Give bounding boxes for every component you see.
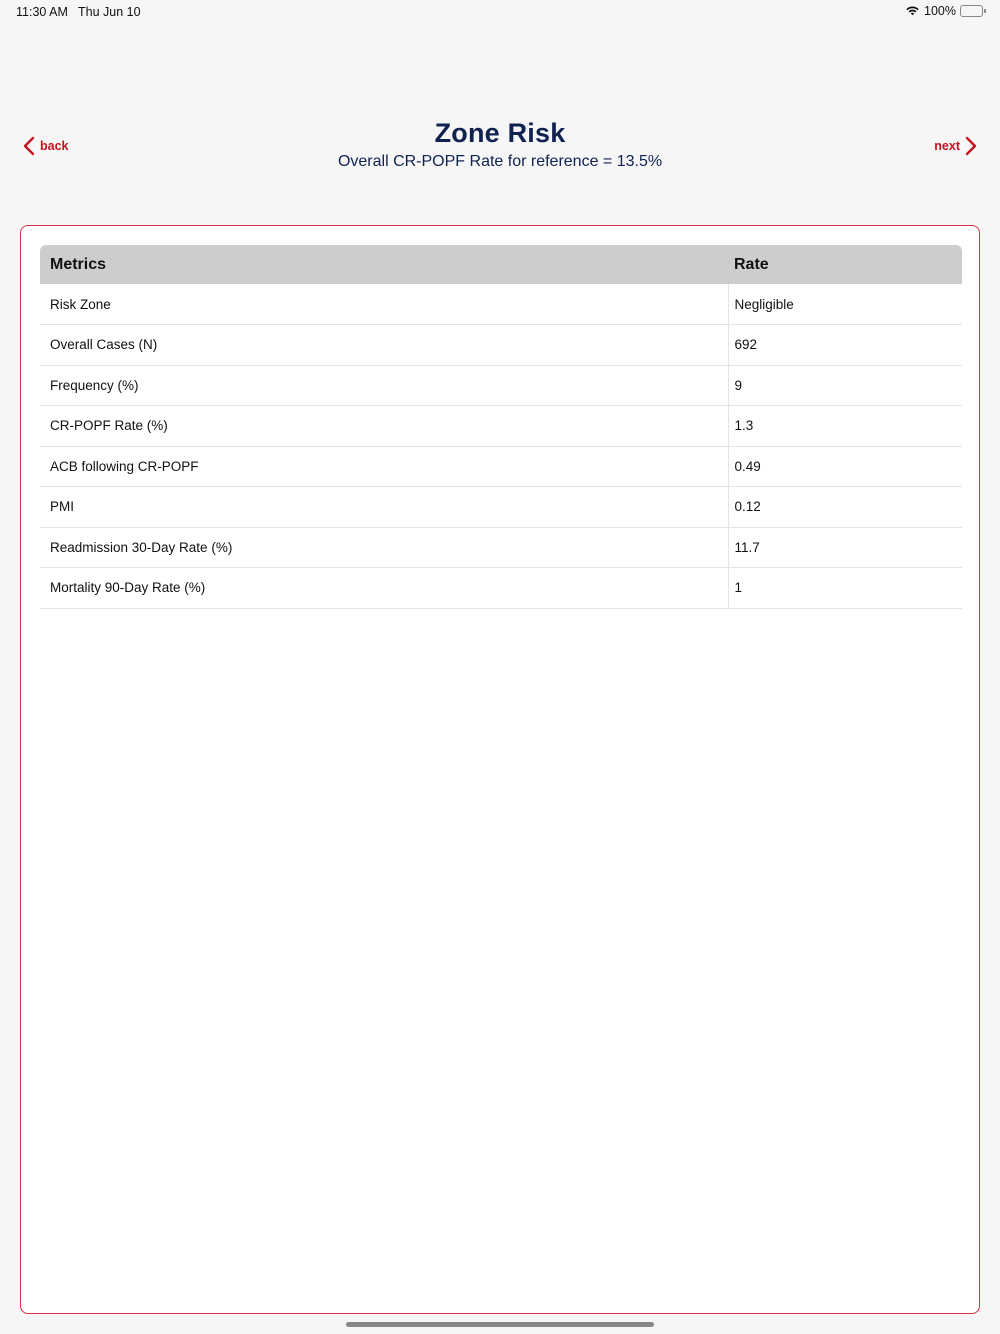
status-indicators [905, 4, 986, 18]
next-label: next [934, 139, 960, 153]
metric-cell: Readmission 30-Day Rate (%) [40, 527, 728, 568]
metric-cell: PMI [40, 487, 728, 528]
table-row [40, 487, 962, 528]
page-title: Zone Risk [434, 118, 566, 148]
table-row [40, 446, 962, 487]
table-row [40, 365, 962, 406]
metric-cell: Frequency (%) [40, 365, 728, 406]
table-row [40, 527, 962, 568]
page-subtitle: Overall CR-POPF Rate for reference = 13.5% [337, 153, 663, 170]
wifi-icon [905, 6, 920, 17]
metric-cell: ACB following CR-POPF [40, 446, 728, 487]
rate-cell: 0.12 [728, 487, 962, 528]
rate-cell: 0.49 [728, 446, 962, 487]
metrics-card [20, 225, 980, 1314]
next-button[interactable] [934, 136, 978, 156]
status-bar [0, 0, 1000, 24]
metrics-table [40, 245, 962, 609]
metric-cell: Overall Cases (N) [40, 325, 728, 366]
metric-cell: Mortality 90-Day Rate (%) [40, 568, 728, 609]
battery-icon [960, 5, 986, 17]
rate-cell: 1 [728, 568, 962, 609]
rate-cell: 692 [728, 325, 962, 366]
back-label: back [40, 139, 69, 153]
home-indicator[interactable] [346, 1322, 654, 1327]
chevron-right-icon [964, 136, 978, 156]
chevron-left-icon [22, 136, 36, 156]
table-row [40, 406, 962, 447]
status-time: 11:30 AM [16, 5, 68, 19]
battery-percent: 100% [924, 4, 956, 18]
back-button[interactable] [22, 136, 69, 156]
column-header-rate: Rate [728, 245, 962, 284]
header [0, 118, 1000, 178]
metric-cell: CR-POPF Rate (%) [40, 406, 728, 447]
table-header-row [40, 245, 962, 284]
rate-cell: 9 [728, 365, 962, 406]
rate-cell: 11.7 [728, 527, 962, 568]
table-row [40, 284, 962, 325]
rate-cell: 1.3 [728, 406, 962, 447]
rate-cell: Negligible [728, 284, 962, 325]
metric-cell: Risk Zone [40, 284, 728, 325]
column-header-metrics: Metrics [40, 245, 728, 284]
table-row [40, 568, 962, 609]
status-date: Thu Jun 10 [78, 5, 141, 19]
table-row [40, 325, 962, 366]
